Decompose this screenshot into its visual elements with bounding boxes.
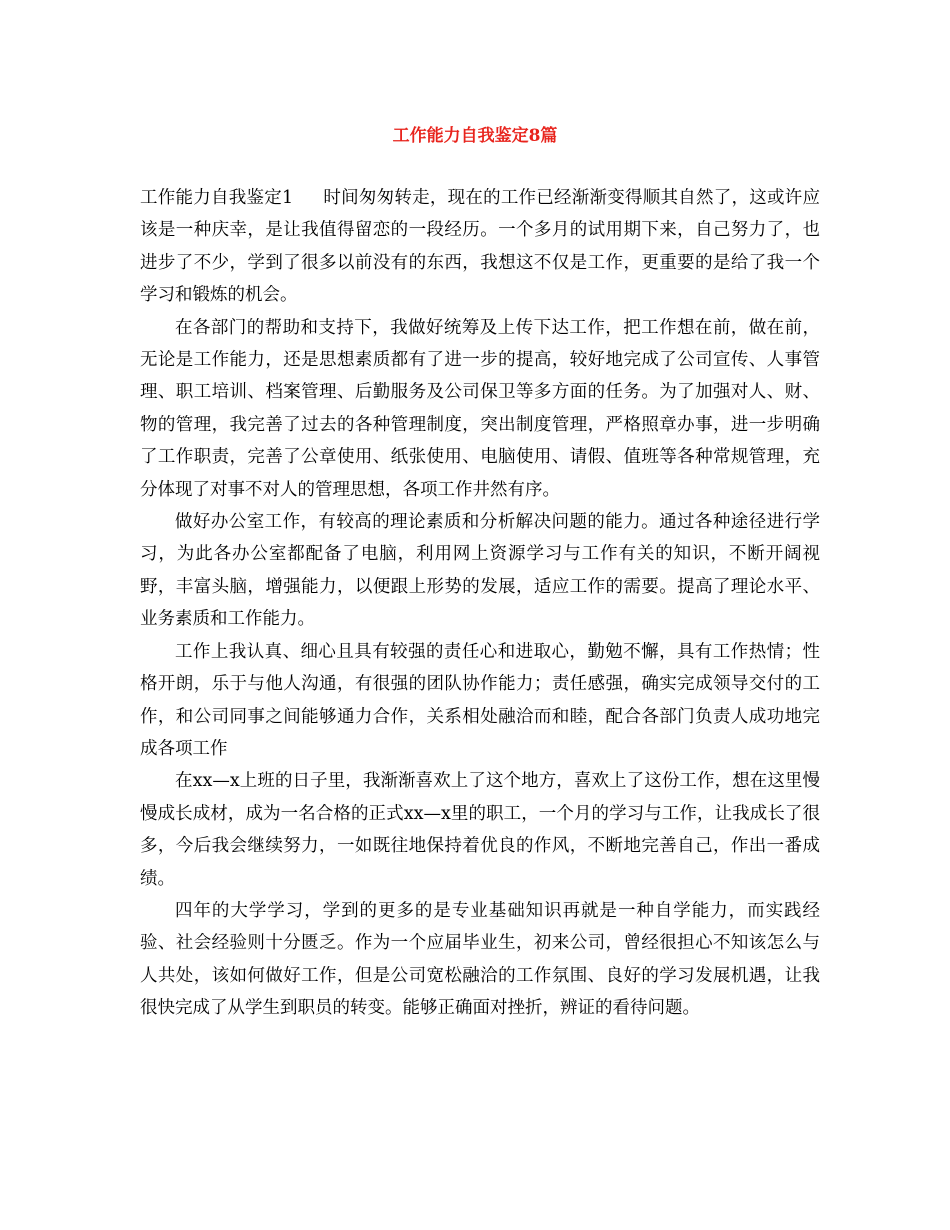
- section-label: 工作能力自我鉴定1: [140, 188, 294, 208]
- document-body: [140, 182, 820, 1025]
- paragraph-3: 做好办公室工作，有较高的理论素质和分析解决问题的能力。通过各种途径进行学习，为此各办公室都配备了电脑，利用网上资源学习与工作有关的知识，不断开阔视野，丰富头脑，增强能力，以便跟上形势的发展，适应工作的需要。提高了理论水平、业务素质和工作能力。: [140, 512, 820, 630]
- paragraph-6: 四年的大学学习，学到的更多的是专业基础知识再就是一种自学能力，而实践经验、社会经验则十分匮乏。作为一个应届毕业生，初来公司，曾经很担心不知该怎么与人共处，该如何做好工作，但是公司宽松融洽的工作氛围、良好的学习发展机遇，让我很快完成了从学生到职员的转变。能够正确面对挫折，辨证的看待问题。: [140, 900, 820, 1019]
- paragraph-2: 在各部门的帮助和支持下，我做好统筹及上传下达工作，把工作想在前，做在前，无论是工作能力，还是思想素质都有了进一步的提高，较好地完成了公司宣传、人事管理、职工培训、档案管理、后勤服务及公司保卫等多方面的任务。为了加强对人、财、物的管理，我完善了过去的各种管理制度，突出制度管理，严格照章办事，进一步明确了工作职责，完善了公章使用、纸张使用、电脑使用、请假、值班等各种常规管理，充分体现了对事不对人的管理思想，各项工作井然有序。: [140, 317, 820, 500]
- document-title: 工作能力自我鉴定8篇: [392, 126, 558, 146]
- paragraph-1: [140, 182, 820, 312]
- paragraph-1-text: 时间匆匆转走，现在的工作已经渐渐变得顺其自然了，这或许应该是一种庆幸，是让我值得留恋的一段经历。一个多月的试用期下来，自己努力了，也进步了不少，学到了很多以前没有的东西，我想这不仅是工作，更重要的是给了我一个学习和锻炼的机会。: [140, 188, 820, 306]
- paragraph-5: 在xx—x上班的日子里，我渐渐喜欢上了这个地方，喜欢上了这份工作，想在这里慢慢成长成材，成为一名合格的正式xx—x里的职工，一个月的学习与工作，让我成长了很多，今后我会继续努力，一如既往地保持着优良的作风，不断地完善自己，作出一番成绩。: [140, 771, 820, 889]
- paragraph-4: 工作上我认真、细心且具有较强的责任心和进取心，勤勉不懈，具有工作热情；性格开朗，乐于与他人沟通，有很强的团队协作能力；责任感强，确实完成领导交付的工作，和公司同事之间能够通力合作，关系相处融洽而和睦，配合各部门负责人成功地完成各项工作: [140, 641, 820, 759]
